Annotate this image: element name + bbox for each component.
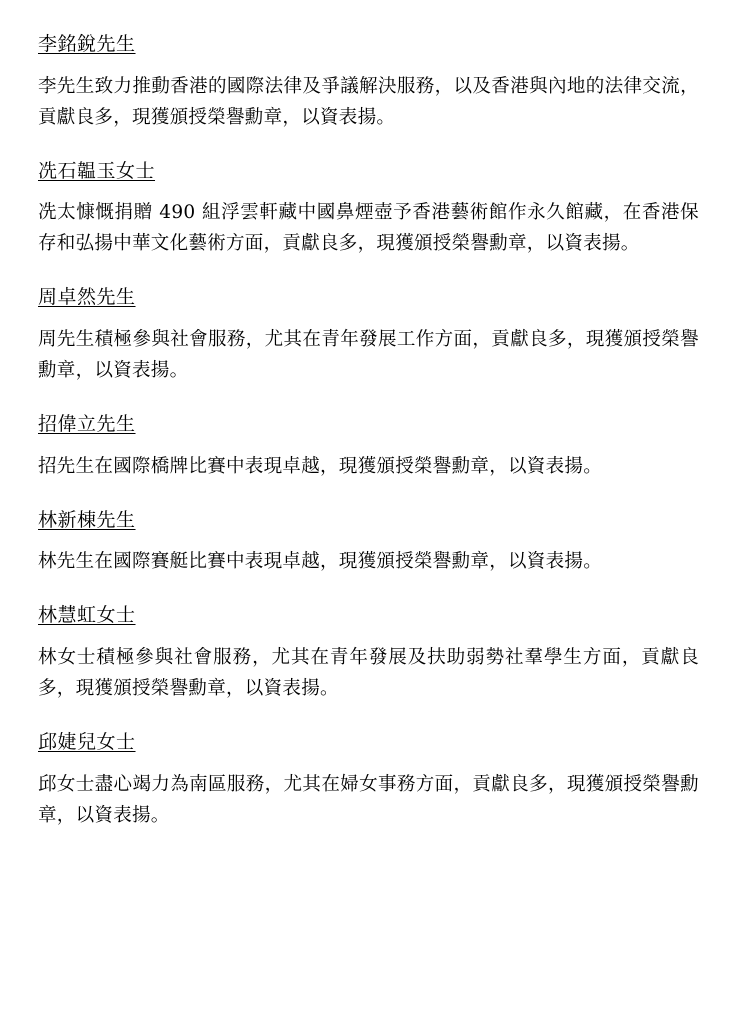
honoree-citation: 冼太慷慨捐贈 490 組浮雲軒藏中國鼻煙壺予香港藝術館作永久館藏，在香港保存和弘揚中華文化藝術方面，貢獻良多，現獲頒授榮譽勳章，以資表揚。 [38, 202, 699, 255]
honoree-citation: 周先生積極參與社會服務，尤其在青年發展工作方面，貢獻良多，現獲頒授榮譽勳章，以資表揚。 [38, 329, 699, 382]
award-entry [38, 730, 699, 831]
honoree-citation: 邱女士盡心竭力為南區服務，尤其在婦女事務方面，貢獻良多，現獲頒授榮譽勳章，以資表揚。 [38, 773, 699, 826]
honoree-citation: 林先生在國際賽艇比賽中表現卓越，現獲頒授榮譽勳章，以資表揚。 [38, 551, 603, 573]
honoree-name: 邱婕兒女士 [38, 731, 136, 754]
honoree-name: 招偉立先生 [38, 413, 136, 436]
honoree-citation: 李先生致力推動香港的國際法律及爭議解決服務，以及香港與內地的法律交流，貢獻良多，現獲頒授榮譽勳章，以資表揚。 [38, 75, 699, 128]
award-entry [38, 412, 699, 482]
honoree-name: 林慧虹女士 [38, 604, 136, 627]
honoree-name: 林新棟先生 [38, 508, 136, 531]
award-entry [38, 159, 699, 260]
honoree-citation: 林女士積極參與社會服務，尤其在青年發展及扶助弱勢社羣學生方面，貢獻良多，現獲頒授榮譽勳章，以資表揚。 [38, 647, 699, 700]
honoree-name: 李銘銳先生 [38, 33, 136, 55]
award-entry [38, 508, 699, 578]
honoree-citation: 招先生在國際橋牌比賽中表現卓越，現獲頒授榮譽勳章，以資表揚。 [38, 455, 603, 477]
award-entry [38, 285, 699, 386]
honoree-name: 冼石韞玉女士 [38, 159, 156, 182]
award-entry [38, 32, 699, 133]
honoree-name: 周卓然先生 [38, 286, 136, 309]
award-entry [38, 603, 699, 704]
